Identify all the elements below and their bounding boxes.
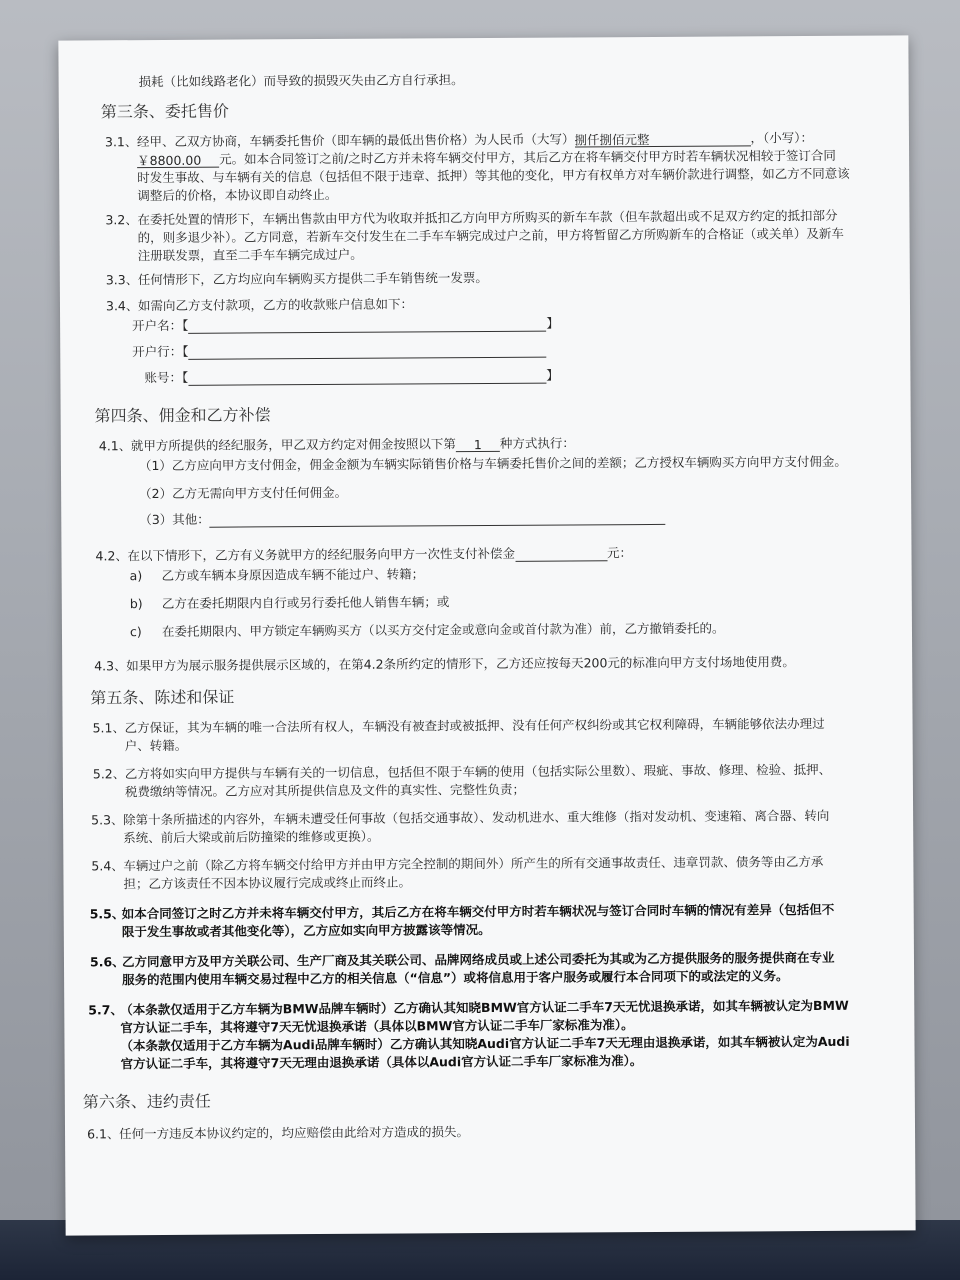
article-6-title: 第六条、违约责任	[82, 1091, 211, 1112]
clause-3-2-number: 3.2、	[105, 212, 138, 228]
clause-5-7-line-3: （本条款仅适用于乙方车辆为Audi品牌车辆时）乙方确认其知晓Audi官方认证二手车7天无理由退换承诺，如其车辆被认定为Audi	[120, 1033, 850, 1054]
account-bank-row: 开户行：【	[132, 340, 546, 361]
account-number-field	[188, 369, 546, 386]
clause-3-1-line-1: 经甲、乙双方协商，车辆委托售价（即车辆的最低出售价格）为人民币（大写）捌仟捌佰元整 ，（小写）：	[136, 129, 814, 150]
clause-5-2-line-2: 税费缴纳等情况。乙方应对其所提供信息及文件的真实性、完整性负责；	[124, 781, 526, 800]
clause-4-2-text: 在以下情形下，乙方有义务就甲方的经纪服务向甲方一次性支付补偿金 元：	[127, 545, 633, 564]
clause-5-6-line-2: 服务的范围内使用车辆交易过程中乙方的相关信息（“信息”）或将信息用于客户服务或履行本合同项下的或法定的义务。	[122, 968, 789, 988]
commission-option-1: （1）乙方应向甲方支付佣金，佣金金额为车辆实际销售价格与车辆委托售价之间的差额；乙方授权车辆购买方向甲方支付佣金。	[138, 453, 847, 474]
clause-6-1-text: 任何一方违反本协议约定的，均应赔偿由此给对方造成的损失。	[118, 1124, 470, 1142]
commission-option-3: （3）其他：	[139, 509, 666, 528]
commission-option-field: 1	[456, 437, 500, 452]
continued-line: 损耗（比如线路老化）而导致的损毁灭失由乙方自行承担。	[138, 72, 464, 90]
clause-4-1-number: 4.1、	[98, 438, 132, 454]
clause-3-2-line-3: 注册联发票，直至二手车车辆完成过户。	[137, 246, 363, 264]
account-name-label: 开户名：	[132, 317, 183, 334]
clause-3-1-line-3: 时发生事故、与车辆有关的信息（包括但不限于违章、抵押）等其他的变化，甲方有权单方对车辆价款进行调整，如乙方不同意该	[137, 165, 850, 186]
contract-page	[58, 35, 915, 1235]
account-bank-field	[189, 343, 547, 360]
clause-5-4-line-1: 车辆过户之前（除乙方将车辆交付给甲方并由甲方完全控制的期间外）所产生的所有交通事故责任、违章罚款、债务等由乙方承	[123, 853, 824, 874]
clause-3-1-line-2: ￥8800.00 元。如本合同签订之前/之时乙方并未将车辆交付甲方，其后乙方在将车辆交付甲方时若车辆状况相较于签订合同	[137, 147, 836, 169]
clause-5-7-line-1: （本条款仅适用于乙方车辆为BMW品牌车辆时）乙方确认其知晓BMW官方认证二手车7天无忧退换承诺，如其车辆被认定为BMW	[120, 997, 849, 1018]
clause-5-3-number: 5.3、	[91, 812, 124, 828]
clause-3-2-line-2: 的，则多退少补）。乙方同意，若新车交付发生在二手车车辆完成过户之前，甲方将暂留乙方所购新车的合格证（或关单）及新车	[137, 225, 844, 246]
clause-5-7-line-2: 官方认证二手车，其将遵守7天无忧退换承诺（具体以BMW官方认证二手车厂家标准为准）。	[120, 1017, 634, 1036]
account-bank-label: 开户行：	[132, 343, 183, 360]
clause-5-5-number: 5.5、	[89, 906, 125, 922]
clause-5-5-line-2: 限于发生事故或者其他变化等），乙方应如实向甲方披露该等情况。	[121, 921, 491, 940]
clause-3-3-number: 3.3、	[105, 272, 139, 288]
article-3-title: 第三条、委托售价	[100, 101, 229, 122]
clause-5-5-line-1: 如本合同签订之时乙方并未将车辆交付甲方，其后乙方在将车辆交付甲方时若车辆状况与签订合同时车辆的情况有差异（包括但不	[121, 901, 835, 922]
clause-4-2-b-mark: b)	[129, 596, 143, 612]
clause-4-3-number: 4.3、	[94, 658, 127, 674]
article-4-title: 第四条、佣金和乙方补偿	[94, 405, 271, 426]
clause-5-6-line-1: 乙方同意甲方及甲方关联公司、生产厂商及其关联公司、品牌网络成员或上述公司委托为其或为乙方提供服务的服务提供商在专业	[121, 949, 835, 970]
account-name-row: 开户名：【 】	[132, 315, 559, 334]
clause-3-4-text: 如需向乙方支付款项，乙方的收款账户信息如下：	[137, 296, 414, 314]
clause-4-2-number: 4.2、	[95, 548, 128, 564]
clause-3-4-number: 3.4、	[105, 298, 139, 314]
clause-4-2-b-text: 乙方在委托期限内自行或另行委托他人销售车辆；或	[161, 594, 450, 611]
clause-5-1-number: 5.1、	[92, 720, 125, 736]
clause-5-1-line-2: 户、转籍。	[124, 737, 188, 754]
clause-5-6-number: 5.6、	[89, 954, 125, 970]
clause-4-2-a-mark: a)	[129, 568, 143, 584]
account-name-field	[188, 317, 546, 334]
clause-5-4-number: 5.4、	[91, 858, 124, 874]
compensation-amount-field	[515, 546, 607, 562]
clause-5-3-line-1: 除第十条所描述的内容外，车辆未遭受任何事故（包括交通事故）、发动机进水、重大维修（指对发动机、变速箱、离合器、转向	[123, 807, 830, 828]
account-number-row: 账号：【 】	[144, 367, 559, 386]
clause-5-7-line-4: 官方认证二手车，其将遵守7天无理由退换承诺（具体以Audi官方认证二手车厂家标准为准）。	[120, 1053, 643, 1072]
article-5-title: 第五条、陈述和保证	[90, 687, 235, 708]
clause-4-2-c-text: 在委托期限内、甲方锁定车辆购买方（以买方交付定金或意向金或首付款为准）前，乙方撤销委托的。	[161, 620, 725, 639]
clause-4-1-text: 就甲方所提供的经纪服务，甲乙双方约定对佣金按照以下第 1 种方式执行：	[130, 435, 575, 454]
clause-3-3-text: 任何情形下，乙方均应向车辆购买方提供二手车销售统一发票。	[137, 269, 488, 288]
clause-4-2-a-text: 乙方或车辆本身原因造成车辆不能过户、转籍；	[161, 566, 425, 583]
clause-5-4-line-2: 担；乙方该责任不因本协议履行完成或终止而终止。	[123, 874, 412, 892]
price-lower-field: ￥8800.00	[137, 153, 219, 169]
clause-3-1-line-4: 调整后的价格，本协议即自动终止。	[137, 186, 338, 204]
clause-6-1-number: 6.1、	[86, 1126, 120, 1142]
account-number-label: 账号：	[144, 369, 182, 386]
clause-5-7-number: 5.7、	[88, 1002, 123, 1018]
clause-3-1-number: 3.1、	[104, 134, 138, 150]
other-option-field	[210, 510, 666, 528]
clause-4-3-text: 如果甲方为展示服务提供展示区域的，在第4.2条所约定的情形下，乙方还应按每天200元的标准向甲方支付场地使用费。	[126, 654, 795, 674]
clause-4-2-c-mark: c)	[129, 624, 142, 640]
price-upper-field: 捌仟捌佰元整	[574, 131, 750, 147]
clause-5-1-line-1: 乙方保证，其为车辆的唯一合法所有权人，车辆没有被查封或被抵押、没有任何产权纠纷或其它权利障碍，车辆能够依法办理过	[124, 715, 825, 736]
commission-option-2: （2）乙方无需向甲方支付任何佣金。	[139, 484, 348, 502]
clause-5-3-line-2: 系统、前后大梁或前后防撞梁的维修或更换）。	[123, 828, 380, 846]
clause-5-2-number: 5.2、	[92, 766, 126, 782]
clause-3-2-line-1: 在委托处置的情形下，车辆出售款由甲方代为收取并抵扣乙方向甲方所购买的新车车款（但车款超出或不足双方约定的抵扣部分	[137, 207, 838, 228]
clause-5-2-line-1: 乙方将如实向甲方提供与车辆有关的一切信息，包括但不限于车辆的使用（包括实际公里数）、瑕疵、事故、修理、检验、抵押、	[124, 761, 832, 782]
